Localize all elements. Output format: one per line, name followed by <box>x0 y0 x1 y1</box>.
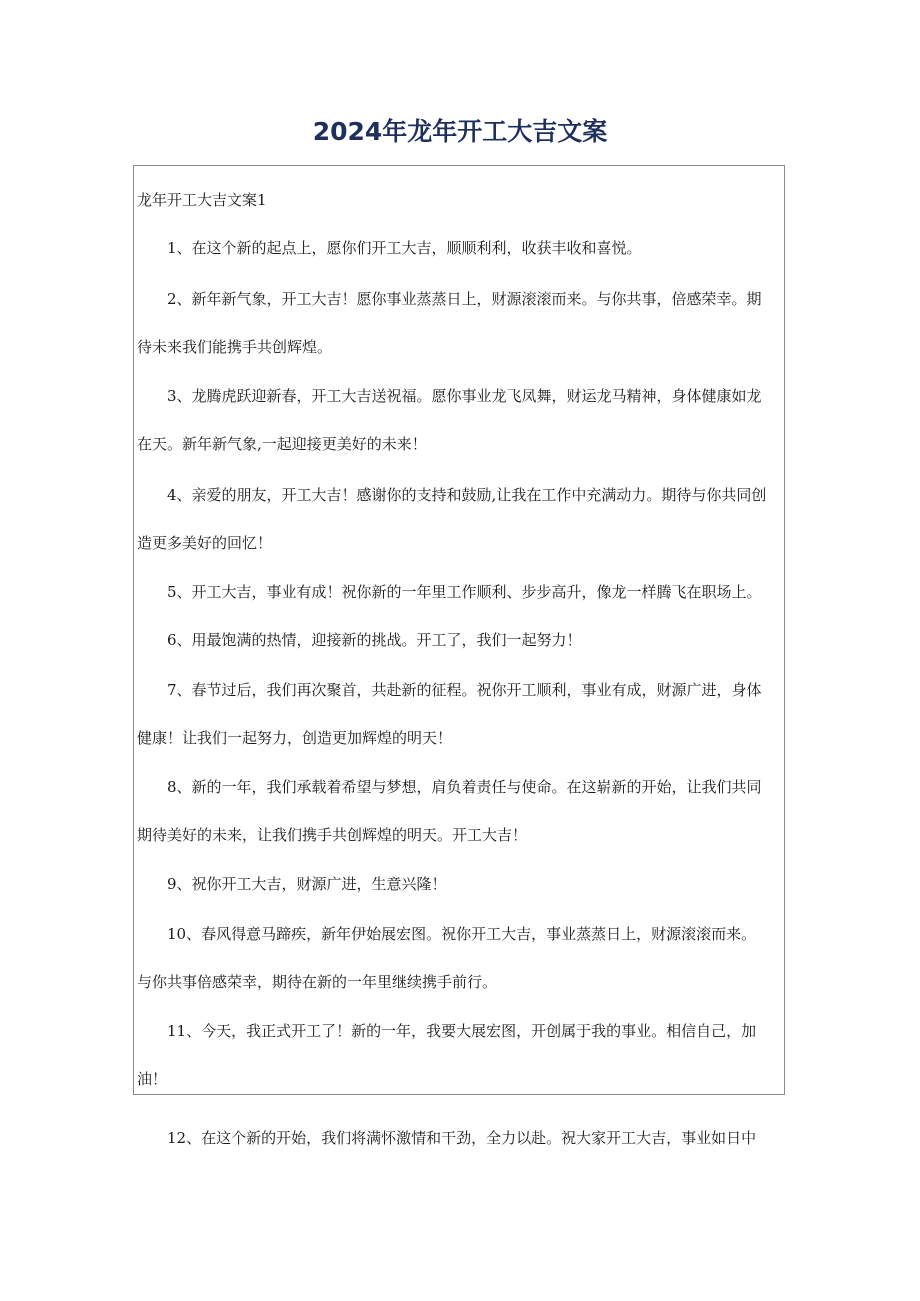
list-item: 3、龙腾虎跃迎新春，开工大吉送祝福。愿你事业龙飞凤舞，财运龙马精神，身体健康如龙 <box>167 387 762 405</box>
list-item: 12、在这个新的开始，我们将满怀激情和干劲，全力以赴。祝大家开工大吉，事业如日中 <box>167 1129 757 1147</box>
list-item: 2、新年新气象，开工大吉！愿你事业蒸蒸日上，财源滚滚而来。与你共事，倍感荣幸。期 <box>167 290 762 308</box>
list-item: 8、新的一年，我们承载着希望与梦想，肩负着责任与使命。在这崭新的开始，让我们共同 <box>167 778 762 796</box>
section-heading: 龙年开工大吉文案1 <box>137 191 267 209</box>
list-item-continuation: 健康！让我们一起努力，创造更加辉煌的明天！ <box>137 729 453 747</box>
list-item-continuation: 造更多美好的回忆！ <box>137 534 273 552</box>
document-title: 2024年龙年开工大吉文案 <box>312 117 608 146</box>
list-item: 11、今天，我正式开工了！新的一年，我要大展宏图，开创属于我的事业。相信自己，加 <box>167 1022 757 1040</box>
list-item-continuation: 油！ <box>137 1070 168 1088</box>
list-item: 7、春节过后，我们再次聚首，共赴新的征程。祝你开工顺利，事业有成，财源广进，身体 <box>167 681 762 699</box>
list-item: 4、亲爱的朋友，开工大吉！感谢你的支持和鼓励,让我在工作中充满动力。期待与你共同创 <box>167 486 767 504</box>
list-item: 10、春风得意马蹄疾，新年伊始展宏图。祝你开工大吉，事业蒸蒸日上，财源滚滚而来。 <box>167 925 757 943</box>
list-item: 1、在这个新的起点上，愿你们开工大吉，顺顺利利，收获丰收和喜悦。 <box>167 239 642 257</box>
list-item-continuation: 期待美好的未来，让我们携手共创辉煌的明天。开工大吉！ <box>137 826 528 844</box>
list-item: 6、用最饱满的热情，迎接新的挑战。开工了，我们一起努力！ <box>167 631 582 649</box>
list-item-continuation: 在天。新年新气象,一起迎接更美好的未来！ <box>137 435 427 453</box>
list-item-continuation: 待未来我们能携手共创辉煌。 <box>137 338 333 356</box>
list-item: 5、开工大吉，事业有成！祝你新的一年里工作顺利、步步高升，像龙一样腾飞在职场上。 <box>167 583 762 601</box>
list-item: 9、祝你开工大吉，财源广进，生意兴隆！ <box>167 875 447 893</box>
list-item-continuation: 与你共事倍感荣幸，期待在新的一年里继续携手前行。 <box>137 973 498 991</box>
